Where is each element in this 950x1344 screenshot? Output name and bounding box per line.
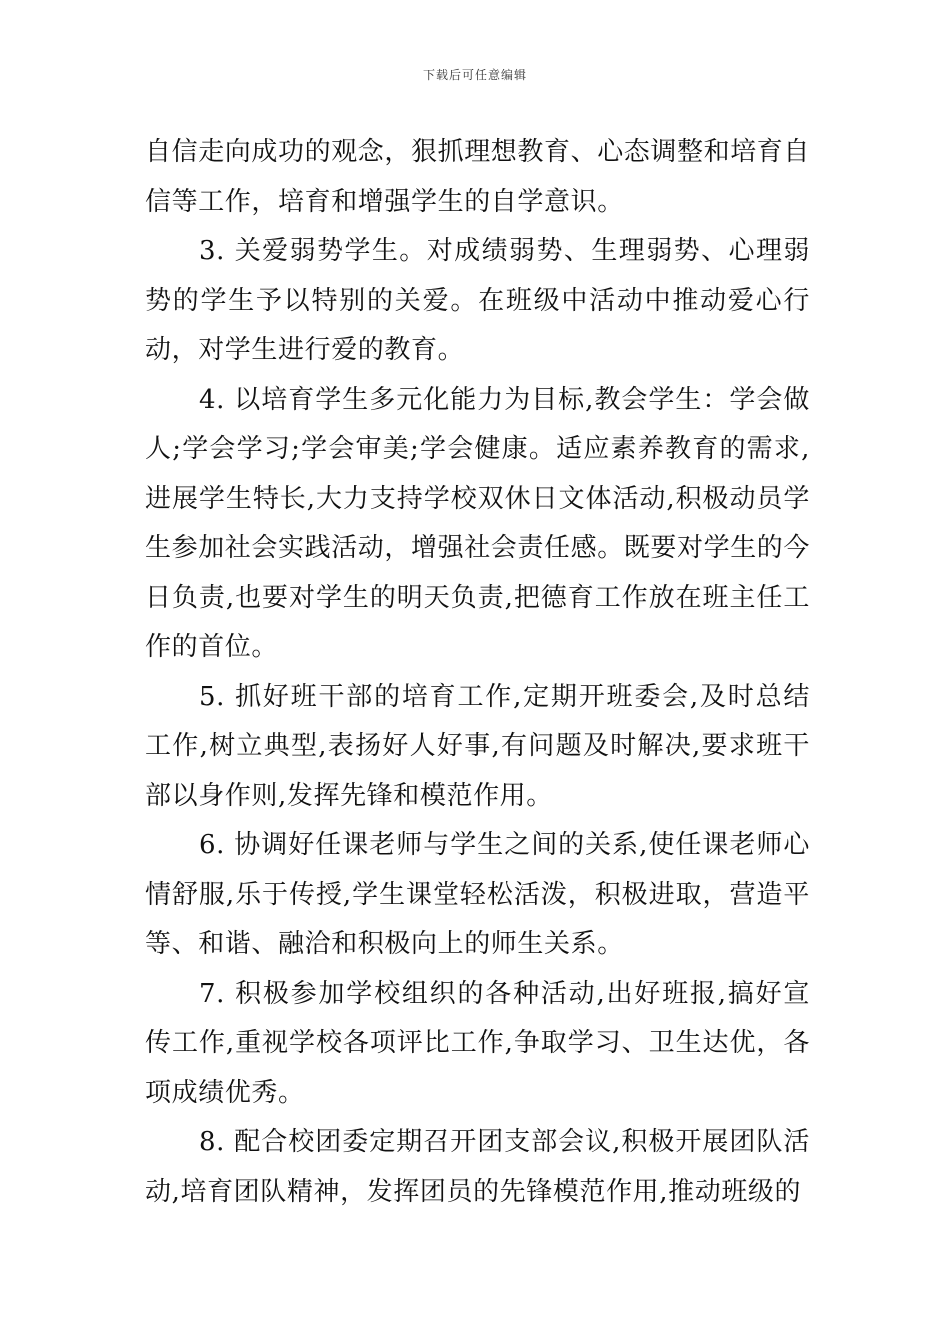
paragraph-item-8: 8. 配合校团委定期召开团支部会议,积极开展团队活动,培育团队精神，发挥团员的先锋模范作用,推动班级的 (145, 1127, 810, 1207)
paragraph-item-6: 6. 协调好任课老师与学生之间的关系,使任课老师心情舒服,乐于传授,学生课堂轻松活泼，积极进取，营造平等、和谐、融洽和积极向上的师生关系。 (145, 830, 810, 959)
paragraph-item-5: 5. 抓好班干部的培育工作,定期开班委会,及时总结工作,树立典型,表扬好人好事,有问题及时解决,要求班干部以身作则,发挥先锋和模范作用。 (145, 681, 810, 811)
paragraph-item-4: 4. 以培育学生多元化能力为目标,教会学生：学会做人;学会学习;学会审美;学会健康。适应素养教育的需求,进展学生特长,大力支持学校双休日文体活动,积极动员学生参加社会实践活动，增强社会责任感。既要对学生的今日负责,也要对学生的明天负责,把德育工作放在班主任工作的首位。 (145, 384, 811, 662)
paragraph-continuation: 自信走向成功的观念，狠抓理想教育、心态调整和培育自信等工作，培育和增强学生的自学意识。 (145, 137, 811, 217)
paragraph-item-3: 3. 关爱弱势学生。对成绩弱势、生理弱势、心理弱势的学生予以特别的关爱。在班级中活动中推动爱心行动，对学生进行爱的教育。 (145, 236, 810, 365)
header-note: 下载后可任意编辑 (422, 68, 527, 82)
paragraph-item-7: 7. 积极参加学校组织的各种活动,出好班报,搞好宣传工作,重视学校各项评比工作,争取学习、卫生达优，各项成绩优秀。 (145, 978, 810, 1108)
document-body (145, 128, 810, 1217)
